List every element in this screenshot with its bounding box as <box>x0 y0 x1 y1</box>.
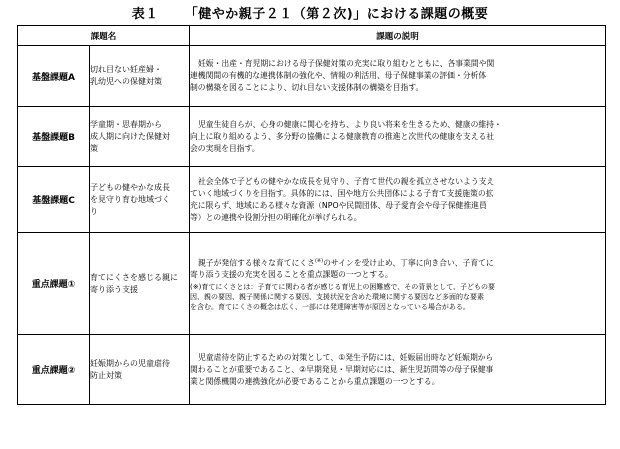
issue-code: 重点課題① <box>18 233 90 335</box>
table-row <box>18 335 606 405</box>
table-number: 表１ <box>131 7 159 22</box>
note-marker: (※) <box>314 257 324 264</box>
issue-code: 基盤課題B <box>18 107 90 167</box>
issue-name: 育てにくさを感じる親に 寄り添う支援 <box>90 233 190 335</box>
issue-description: 親子が発信する様々な育てにくさ(※)のサインを受け止め、丁寧に向き合い、子育てに 寄り添う支援の充実を図ることを重点課題の一つとする。 (※)育てにくさとは：子育てに関わる者が感じる育児上の困難感で、その背景として、子どもの要 因、親の要因、親子関係に関する要因、支援状況を含めた環境に関する要因など多面的な要素 を含む。育てにくさの概念は広く、一部には発達障害等が原因となっている場合がある。 <box>190 233 606 335</box>
table-title-text: 「健やか親子２１（第２次)」における課題の概要 <box>184 7 489 22</box>
table-row <box>18 107 606 167</box>
issue-description: 妊娠・出産・育児期における母子保健対策の充実に取り組むとともに、各事業間や関 連機関間の有機的な連携体制の強化や、情報の利活用、母子保健事業の評価・分析体 制の構築を図ることにより、切れ目ない支援体制の構築を目指す。 <box>190 46 606 107</box>
footnote: (※)育てにくさとは：子育てに関わる者が感じる育児上の困難感で、その背景として、子どもの要 因、親の要因、親子関係に関する要因、支援状況を含めた環境に関する要因など多面的な要素 を含む。育てにくさの概念は広く、一部には発達障害等が原因となっている場合がある。 <box>190 283 496 312</box>
issue-description: 児童生徒自らが、心身の健康に関心を持ち、より良い将来を生きるため、健康の維持・ 向上に取り組めるよう、多分野の協働による健康教育の推進と次世代の健康を支える社 会の実現を目指す。 <box>190 107 606 167</box>
issue-code: 基盤課題A <box>18 46 90 107</box>
header-issue-description: 課題の説明 <box>190 26 606 46</box>
table-row <box>18 46 606 107</box>
issue-name: 切れ目ない妊産婦・ 乳幼児への保健対策 <box>90 46 190 107</box>
issue-description: 社会全体で子どもの健やかな成長を見守り、子育て世代の親を孤立させないよう支え ていく地域づくりを目指す。具体的には、国や地方公共団体による子育て支援施策の拡 充に限らず、地域にある様々な資源（NPOや民間団体、母子愛育会や母子保健推進員 等）との連携や役割分担の明確化が挙げられる。 <box>190 167 606 233</box>
issue-name: 子どもの健やかな成長 を見守り育む地域づく り <box>90 167 190 233</box>
table-row <box>18 233 606 335</box>
issue-name: 妊娠期からの児童虐待 防止対策 <box>90 335 190 405</box>
table-row <box>18 167 606 233</box>
issue-code: 基盤課題C <box>18 167 90 233</box>
table-header-row <box>18 26 606 46</box>
issue-code: 重点課題② <box>18 335 90 405</box>
table-title <box>0 3 620 22</box>
header-issue-name: 課題名 <box>18 26 190 46</box>
issue-description: 児童虐待を防止するための対策として、①発生予防には、妊娠届出時など妊娠期から 関わることが重要であること、②早期発見・早期対応には、新生児訪問等の母子保健事 業と関係機関の連携強化が必要であることから重点課題の一つとする。 <box>190 335 606 405</box>
issue-name: 学童期・思春期から 成人期に向けた保健対 策 <box>90 107 190 167</box>
issues-overview-table <box>17 25 606 405</box>
